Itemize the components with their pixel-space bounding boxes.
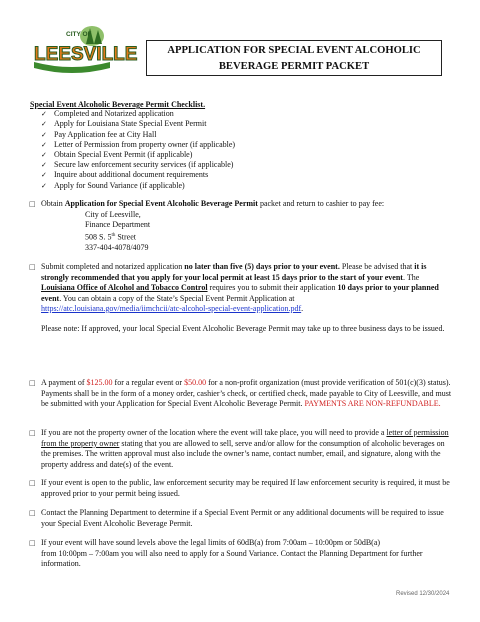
sound-variance-section: □ If your event will have sound levels above the legal limits of 60dB(a) from 7:00am – 10:00pm or 50dB(a) from 10:00pm – 7:00am you will also need to apply for a Sound Variance. Contact the Planning Department for further information. <box>29 538 423 568</box>
atc-application-link[interactable]: https://atc.louisiana.gov/media/iimchcii/atc-alcohol-special-event-application.pdf <box>41 304 302 313</box>
title-box <box>146 40 442 76</box>
checklist-item: ✓ Inquire about additional document requirements <box>41 170 209 180</box>
checkmark-icon: ✓ <box>41 161 47 170</box>
checkbox-icon: □ <box>29 429 36 437</box>
checkbox-icon: □ <box>29 379 36 387</box>
checkbox-icon: □ <box>29 200 36 208</box>
checklist <box>30 100 235 191</box>
checkbox-icon: □ <box>29 263 36 271</box>
checkmark-icon: ✓ <box>41 151 47 160</box>
title-line-2: BEVERAGE PERMIT PACKET <box>218 61 370 72</box>
checkmark-icon: ✓ <box>41 120 47 129</box>
title-line-1: APPLICATION FOR SPECIAL EVENT ALCOHOLIC <box>167 45 421 56</box>
checklist-item: ✓ Apply for Louisiana State Special Event Permit <box>41 119 207 129</box>
payment-section: □ A payment of $125.00 for a regular event or $50.00 for a non-profit organization (must provide verification of 501(c)(3) status). Payments shall be in the form of a money order, cashier’s check, or certified check, made payable to City of Leesville, and must be submitted with your Application for Special Event Alcoholic Beverage Permit. PAYMENTS ARE NON-REFUNDABLE. <box>29 378 452 408</box>
checkmark-icon: ✓ <box>41 130 47 139</box>
checkmark-icon: ✓ <box>41 181 47 190</box>
obtain-section: □ Obtain Application for Special Event Alcoholic Beverage Permit packet and return to cashier to pay fee: City of Leesville, Finance Department 508 S. 5th Street 337-404-4078/4079 <box>41 199 453 253</box>
security-section: □ If your event is open to the public, law enforcement security may be required If law enforcement security is required, it must be approved prior to your permit being issued. <box>29 478 450 498</box>
property-owner-section: □ If you are not the property owner of the location where the event will take place, you will need to provide a letter of permission from the property owner stating that you are allowed to sell, serve and/or allow for the consumption of alcoholic beverages on the premises. The written approval must also include the owner’s name, contact number, email, and signature, along with the property address and date(s) of the event. <box>29 428 449 469</box>
checklist-item: ✓ Completed and Notarized application <box>41 109 174 119</box>
submit-section: □ Submit completed and notarized application no later than five (5) days prior to your event. Please be advised that it is strongly recommended that you apply for your local permit at least 15 days prior to the start of your event. The Louisiana Office of Alcohol and Tobacco Control requires you to submit their application 10 days prior to your planned event. You can obtain a copy of the State’s Special Event Permit Application at https://atc.louisiana.gov/media/iimchcii/atc-alcohol-special-event-application.pdf. Please note: If approved, your local Special Event Alcoholic Beverage Permit may take up to three business days to be issued. <box>41 262 453 334</box>
revised-date: Revised 12/30/2024 <box>396 591 450 597</box>
city-of-leesville-logo <box>30 22 138 72</box>
checklist-items <box>30 109 235 191</box>
checkmark-icon: ✓ <box>41 171 47 180</box>
checkbox-icon: □ <box>29 479 36 487</box>
checklist-item: ✓ Obtain Special Event Permit (if applicable) <box>41 150 193 160</box>
checkbox-icon: □ <box>29 539 36 547</box>
checklist-item: ✓ Secure law enforcement security services (if applicable) <box>41 160 234 170</box>
checklist-item: ✓ Apply for Sound Variance (if applicable) <box>41 180 185 190</box>
planning-section: □ Contact the Planning Department to determine if a Special Event Permit or any additional documents will be required to issue your Special Event Alcoholic Beverage Permit. <box>29 508 444 528</box>
checklist-item: ✓ Pay Application fee at City Hall <box>41 129 157 139</box>
checkmark-icon: ✓ <box>41 110 47 119</box>
logo-small-text: CITY OF <box>66 31 92 38</box>
checklist-heading: Special Event Alcoholic Beverage Permit Checklist. <box>30 100 206 109</box>
logo-name: LEESVILLE <box>34 44 138 65</box>
checklist-item: ✓ Letter of Permission from property owner (if applicable) <box>41 139 236 149</box>
cashier-address: City of Leesville, Finance Department 508 S. 5th Street 337-404-4078/4079 <box>85 209 151 252</box>
processing-note: Please note: If approved, your local Special Event Alcoholic Beverage Permit may take up to three business days to be issued. <box>41 323 445 333</box>
checkmark-icon: ✓ <box>41 140 47 149</box>
checkbox-icon: □ <box>29 509 36 517</box>
